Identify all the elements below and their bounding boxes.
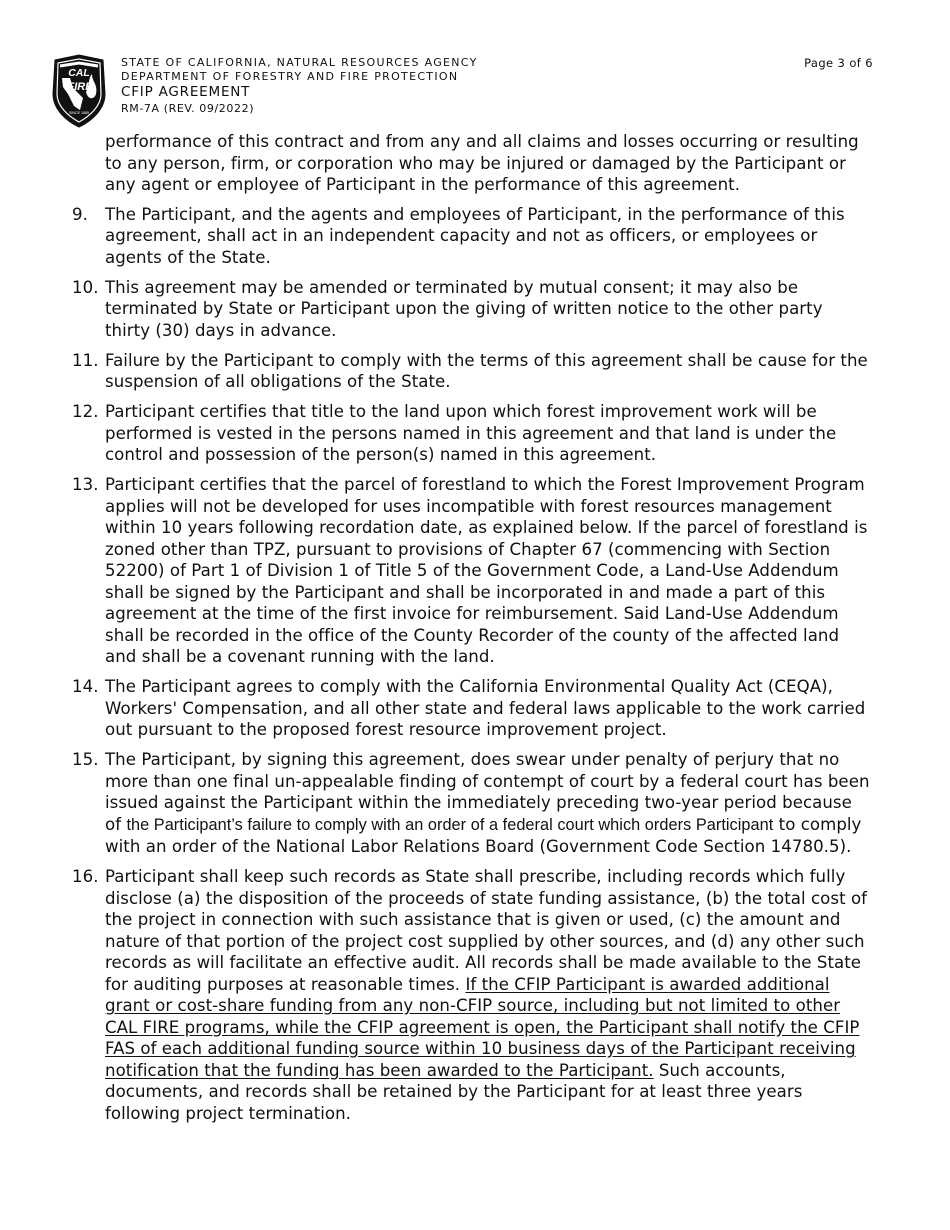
cal-fire-logo bbox=[50, 54, 108, 128]
department-name: DEPARTMENT OF FORESTRY AND FIRE PROTECTION bbox=[121, 70, 459, 83]
logo-since-text: SINCE 1885 bbox=[69, 111, 89, 115]
item-text: Participant certifies that title to the land upon which forest improvement work will be performed is vested in the persons named in this agreement and that land is under the control and possession of the person(s) named in this agreement. bbox=[105, 402, 837, 464]
item-text bbox=[105, 866, 872, 1124]
item-number: 16. bbox=[72, 867, 99, 886]
agreement-body bbox=[72, 131, 872, 1133]
list-item bbox=[72, 474, 872, 668]
logo-cal-text: CAL bbox=[68, 67, 90, 79]
item-text-part: Participant shall keep such records as State shall prescribe, including records which fully disclose (a) the disposition of the proceeds of state funding assistance, (b) the total cost of the project in connection with such assistance that is given or used, (c) the amount and nature of that portion of the project cost supplied by other sources, and (d) any other such records as will facilitate an effective audit. All records shall be made available to the State for auditing purposes at reasonable times. bbox=[105, 867, 868, 994]
form-title: CFIP AGREEMENT bbox=[121, 84, 251, 100]
item-number: 11. bbox=[72, 350, 99, 370]
item-text-part: to comply with an order of the National Labor Relations Board (Government Code Section 14780.5). bbox=[105, 814, 862, 856]
item-number: 10. bbox=[72, 277, 99, 297]
list-item bbox=[72, 277, 872, 342]
form-number: RM-7A (REV. 09/2022) bbox=[121, 102, 255, 115]
item-text: The Participant agrees to comply with the California Environmental Quality Act (CEQA), Workers' Compensation, and all other state and federal laws applicable to the work carried out pursuant to the proposed forest resource improvement project. bbox=[105, 677, 866, 739]
item-number: 15. bbox=[72, 750, 99, 769]
agency-name: STATE OF CALIFORNIA, NATURAL RESOURCES AGENCY bbox=[121, 56, 478, 69]
page-header bbox=[50, 54, 873, 134]
item-text: Participant certifies that the parcel of forestland to which the Forest Improvement Program applies will not be developed for uses incompatible with forest resources management within 10 years following recordation date, as explained below. If the parcel of forestland is zoned other than TPZ, pursuant to provisions of Chapter 67 (commencing with Section 52200) of Part 1 of Division 1 of Title 5 of the Government Code, a Land-Use Addendum shall be signed by the Participant and shall be incorporated in and made a part of this agreement at the time of the first invoice for reimbursement. Said Land-Use Addendum shall be recorded in the office of the County Recorder of the county of the affected land and shall be a covenant running with the land. bbox=[105, 475, 868, 666]
list-item bbox=[72, 866, 872, 1124]
list-item bbox=[72, 401, 872, 466]
item-text-part: The Participant, by signing this agreement, does swear under penalty of perjury that no more than one final un-appealable finding of contempt of court by a federal court has been issued against the Participant within the immediately preceding two-year period because of bbox=[105, 750, 870, 834]
page-number: Page 3 of 6 bbox=[804, 56, 873, 70]
item-text: This agreement may be amended or terminated by mutual consent; it may also be terminated by State or Participant upon the giving of written notice to the other party thirty (30) days in advance. bbox=[105, 277, 823, 340]
item-number: 12. bbox=[72, 402, 99, 421]
list-item bbox=[72, 749, 872, 858]
item-text: The Participant, and the agents and employees of Participant, in the performance of this agreement, shall act in an independent capacity and not as officers, or employees or agents of the State. bbox=[105, 204, 845, 267]
logo-fire-text: FIRE bbox=[67, 81, 93, 93]
item-text: Failure by the Participant to comply with the terms of this agreement shall be cause for the suspension of all obligations of the State. bbox=[105, 350, 868, 391]
item-text-part: Such accounts, documents, and records shall be retained by the Participant for at least three years following project termination. bbox=[105, 1060, 803, 1123]
item-text bbox=[105, 749, 872, 858]
list-item bbox=[72, 350, 872, 393]
list-item bbox=[72, 676, 872, 741]
list-item bbox=[72, 204, 872, 269]
continued-paragraph: performance of this contract and from any and all claims and losses occurring or resulting to any person, firm, or corporation who may be injured or damaged by the Participant or any agent or employee of Participant in the performance of this agreement. bbox=[105, 132, 859, 194]
underlined-funding-notice: If the CFIP Participant is awarded additional grant or cost-share funding from any non-CFIP source, including but not limited to other CAL FIRE programs, while the CFIP agreement is open, the Participant shall notify the CFIP FAS of each additional funding source within 10 business days of the Participant receiving notification that the funding has been awarded to the Participant. bbox=[105, 974, 860, 1080]
item-number: 13. bbox=[72, 475, 99, 494]
item-number: 14. bbox=[72, 677, 99, 696]
item-number: 9. bbox=[72, 204, 88, 224]
item-text-part-sans: the Participant’s failure to comply with an order of a federal court which orders Participant bbox=[126, 815, 774, 834]
